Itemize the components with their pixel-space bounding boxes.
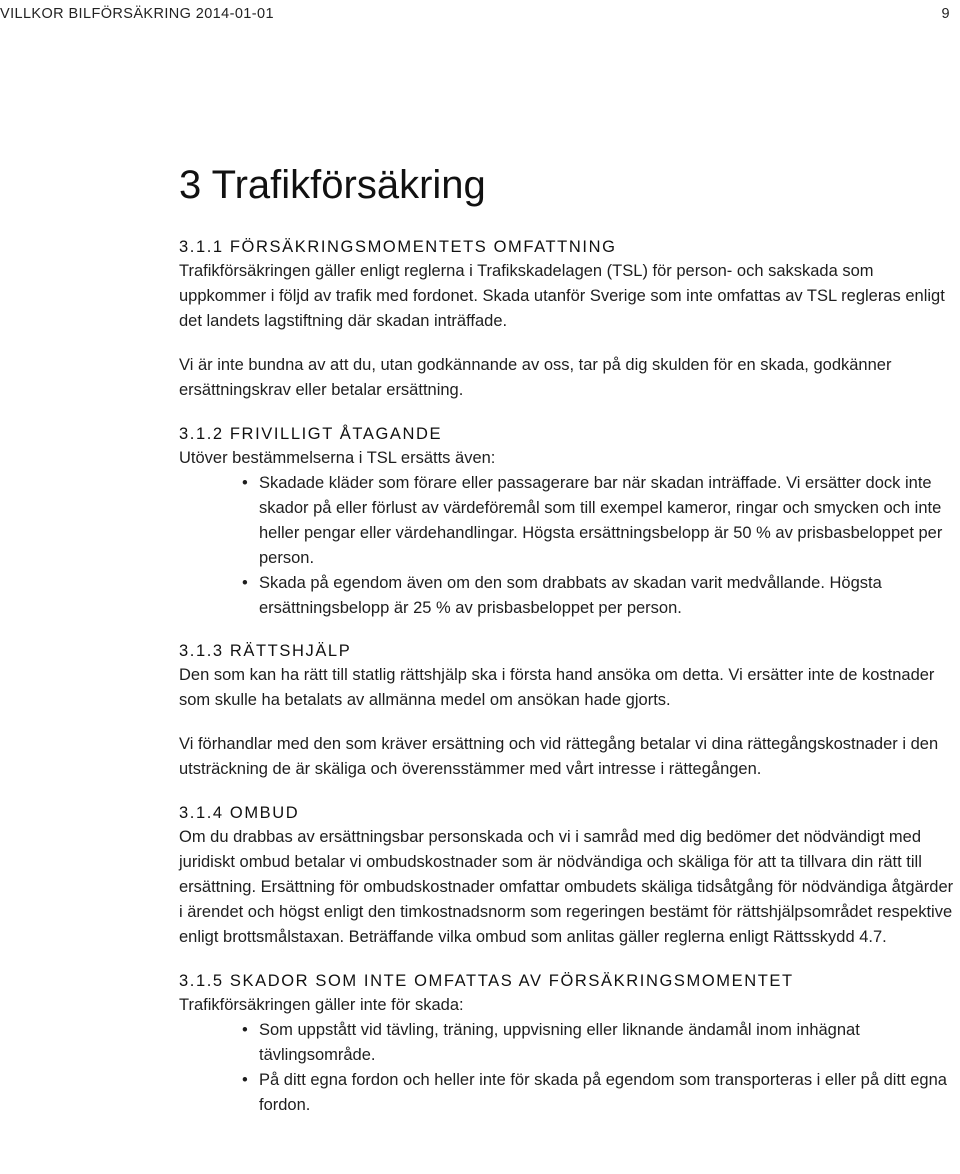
list-item bbox=[179, 1018, 954, 1068]
section-heading: 3.1.4 OMBUD bbox=[179, 804, 300, 822]
list-item-text: Som uppstått vid tävling, träning, uppvisning eller liknande ändamål inom inhägnat tävlingsområde. bbox=[259, 1021, 860, 1064]
section-3-1-3 bbox=[179, 639, 954, 782]
paragraph: Vi förhandlar med den som kräver ersättning och vid rättegång betalar vi dina rättegångskostnader i den utsträckning de är skäliga och överensstämmer med vårt intresse i rättegången. bbox=[179, 735, 939, 778]
paragraph: Trafikförsäkringen gäller enligt reglerna i Trafikskadelagen (TSL) för person- och sakskada som uppkommer i följd av trafik med fordonet. Skada utanför Sverige som inte omfattas av TSL regleras enligt det landets lagstiftning där skadan inträffade. bbox=[179, 262, 945, 330]
page-content bbox=[179, 158, 954, 1136]
list-item bbox=[179, 1068, 954, 1118]
section-heading: 3.1.3 RÄTTSHJÄLP bbox=[179, 642, 352, 660]
section-heading: 3.1.1 FÖRSÄKRINGSMOMENTETS OMFATTNING bbox=[179, 238, 617, 256]
list-item-text: Skadade kläder som förare eller passagerare bar när skadan inträffade. Vi ersätter dock inte skador på eller förlust av värdeföremål som till exempel kameror, ringar och smycken och inte heller pengar eller värdehandlingar. Högsta ersättningsbelopp är 50 % av prisbasbeloppet per person. bbox=[259, 474, 943, 567]
bullet-marker: • bbox=[242, 1071, 248, 1089]
bullet-list bbox=[179, 471, 954, 621]
paragraph: Vi är inte bundna av att du, utan godkännande av oss, tar på dig skulden för en skada, godkänner ersättningskrav eller betalar ersättning. bbox=[179, 356, 892, 399]
chapter-title: 3 Trafikförsäkring bbox=[179, 163, 486, 207]
section-heading: 3.1.5 SKADOR SOM INTE OMFATTAS AV FÖRSÄKRINGSMOMENTET bbox=[179, 972, 794, 990]
paragraph: Trafikförsäkringen gäller inte för skada: bbox=[179, 996, 464, 1014]
section-3-1-1 bbox=[179, 235, 954, 403]
section-3-1-4 bbox=[179, 801, 954, 950]
list-item-text: På ditt egna fordon och heller inte för skada på egendom som transporteras i eller på ditt egna fordon. bbox=[259, 1071, 947, 1114]
bullet-list bbox=[179, 1018, 954, 1118]
bullet-marker: • bbox=[242, 574, 248, 592]
section-3-1-5 bbox=[179, 969, 954, 1118]
paragraph: Om du drabbas av ersättningsbar personskada och vi i samråd med dig bedömer det nödvändigt med juridiskt ombud betalar vi ombudskostnader som är nödvändiga och skäliga för att ta tillvara din rätt till ersättning. Ersättning för ombudskostnader omfattar ombudets skäliga tidsåtgång för nödvändiga åtgärder i ärendet och högst enligt den timkostnadsnorm som regeringen bestämt för rättshjälpsområdet respektive enligt brottsmålstaxan. Beträffande vilka ombud som anlitas gäller reglerna enligt Rättsskydd 4.7. bbox=[179, 828, 954, 946]
list-item bbox=[179, 571, 954, 621]
bullet-marker: • bbox=[242, 1021, 248, 1039]
paragraph: Utöver bestämmelserna i TSL ersätts även: bbox=[179, 449, 496, 467]
section-heading: 3.1.2 FRIVILLIGT ÅTAGANDE bbox=[179, 425, 443, 443]
paragraph: Den som kan ha rätt till statlig rättshjälp ska i första hand ansöka om detta. Vi ersätter inte de kostnader som skulle ha betalats av allmänna medel om ansökan hade gjorts. bbox=[179, 666, 935, 709]
section-3-1-2 bbox=[179, 422, 954, 621]
bullet-marker: • bbox=[242, 474, 248, 492]
list-item bbox=[179, 471, 954, 571]
page-number: 9 bbox=[941, 6, 950, 22]
document-title: VILLKOR BILFÖRSÄKRING 2014-01-01 bbox=[0, 6, 274, 22]
list-item-text: Skada på egendom även om den som drabbats av skadan varit medvållande. Högsta ersättningsbelopp är 25 % av prisbasbeloppet per person. bbox=[259, 574, 882, 617]
